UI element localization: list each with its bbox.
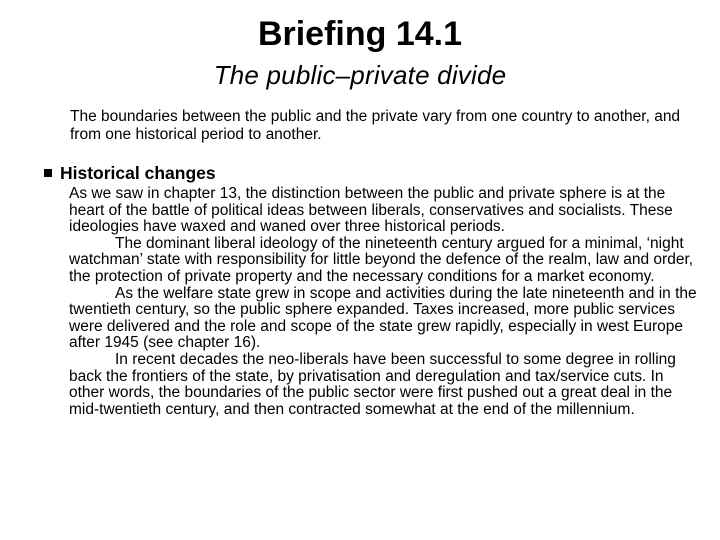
square-bullet-icon (44, 169, 52, 177)
section-heading (42, 162, 692, 184)
paragraph-4: In recent decades the neo-liberals have been successful to some degree in rolling back the frontiers of the state, by privatisation and deregulation and tax/service cuts. In other words, the boundaries of the public sector were first pushed out a great deal in the mid-twentieth century, and then contracted somewhat at the end of the millennium. (69, 350, 676, 418)
slide-subtitle: The public–private divide (213, 60, 507, 90)
paragraph-2: The dominant liberal ideology of the nineteenth century argued for a minimal, ‘night watchman’ state with responsibility for little beyond the defence of the realm, law and order, the protection of private property and the necessary conditions for a market economy. (69, 234, 694, 285)
section-body (69, 186, 699, 418)
section-heading-label: Historical changes (60, 163, 216, 183)
paragraph-1: As we saw in chapter 13, the distinction between the public and private sphere is at the heart of the battle of political ideas between liberals, conservatives and socialists. These ideologies have waxed and waned over three historical periods. (69, 185, 673, 236)
intro-text: The boundaries between the public and the private vary from one country to another, and from one historical period to another. (70, 108, 681, 143)
historical-changes-section (42, 162, 697, 418)
slide-title: Briefing 14.1 (257, 15, 463, 53)
paragraph-3: As the welfare state grew in scope and activities during the late nineteenth and in the twentieth century, so the public sphere expanded. Taxes increased, more public services were delivered and the role and scope of the state grew rapidly, especially in west Europe after 1945 (see chapter 16). (69, 284, 697, 352)
